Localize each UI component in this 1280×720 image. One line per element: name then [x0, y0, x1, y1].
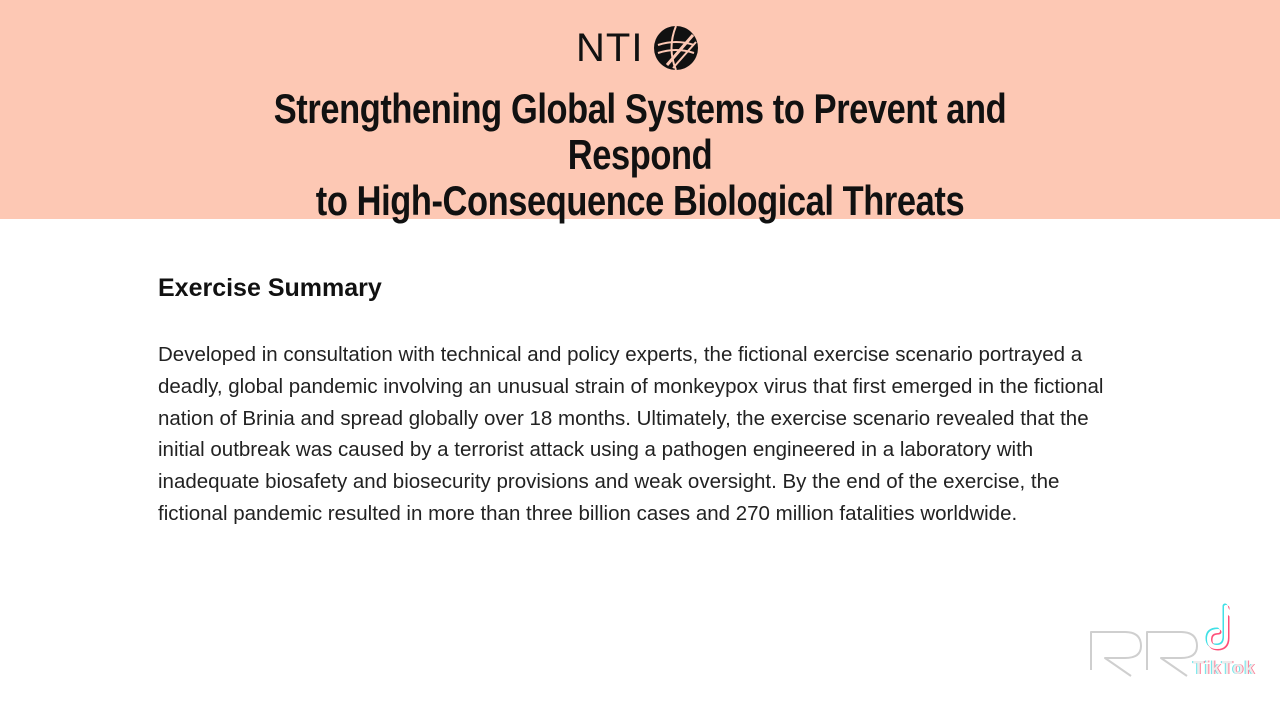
header-banner [0, 0, 1280, 224]
tiktok-label: TikTok [1193, 658, 1256, 678]
video-watermark [1085, 600, 1275, 690]
logo-text: NTI [576, 26, 644, 70]
tiktok-icon [1203, 602, 1245, 654]
nti-globe-icon [653, 25, 699, 71]
summary-paragraph: Developed in consultation with technical and policy experts, the fictional exercise scenario portrayed a deadly, global pandemic involving an unusual strain of monkeypox virus that first emerged in the fictional nation of Brinia and spread globally over 18 months. Ultimately, the exercise scenario revealed that the initial outbreak was caused by a terrorist attack using a pathogen engineered in a laboratory with inadequate biosafety and biosecurity provisions and weak oversight. By the end of the exercise, the fictional pandemic resulted in more than three billion cases and 270 million fatalities worldwide. [158, 343, 1104, 525]
nti-logo[interactable] [576, 25, 699, 71]
title-line-1: Strengthening Global Systems to Prevent and Respond [273, 85, 1007, 178]
section-heading: Exercise Summary [158, 274, 382, 302]
page-title [230, 86, 1050, 224]
title-line-2: to High-Consequence Biological Threats [315, 177, 965, 224]
